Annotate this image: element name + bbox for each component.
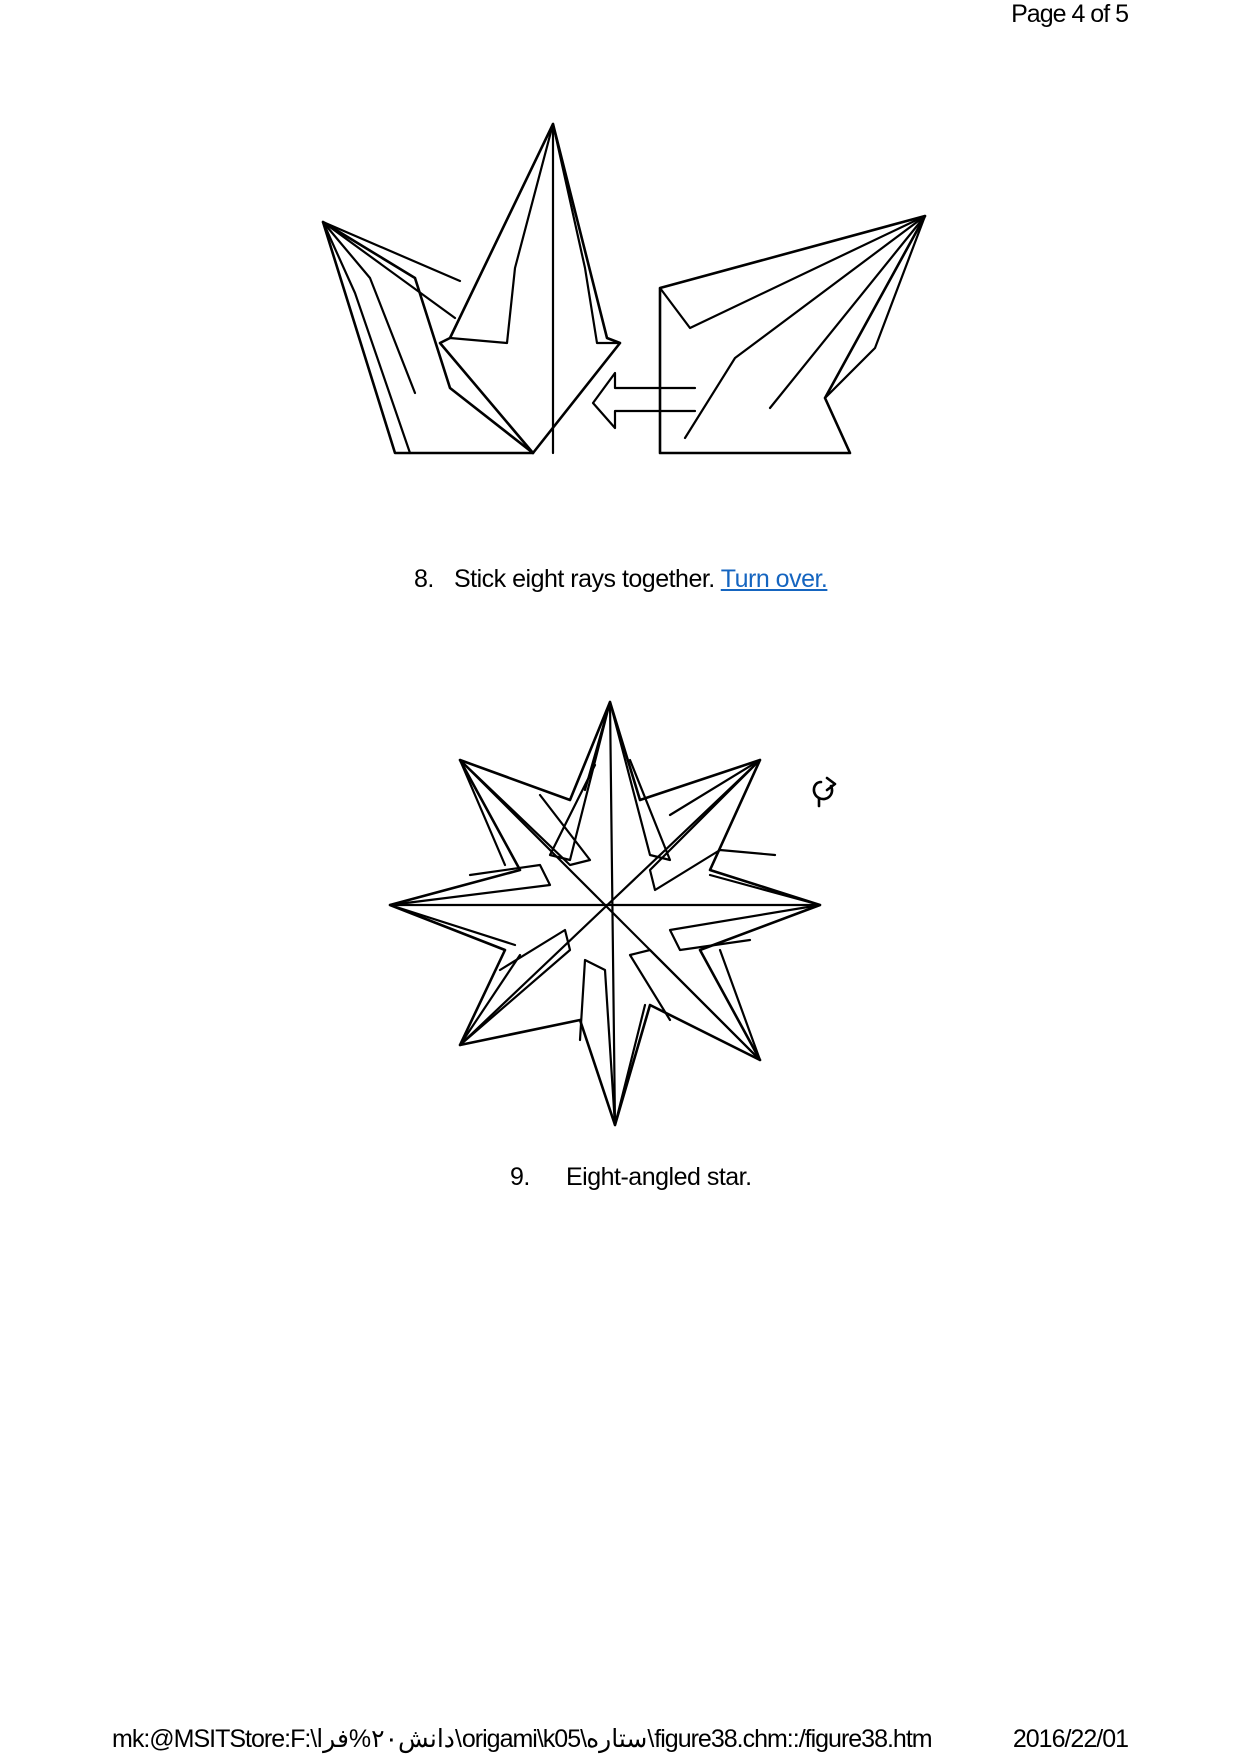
step-8-text: Stick eight rays together. xyxy=(454,565,721,593)
footer-date: 2016/22/01 xyxy=(1012,1725,1128,1753)
step-9-text: Eight-angled star. xyxy=(566,1163,752,1191)
step-9-number: 9. xyxy=(510,1163,530,1191)
turn-over-link[interactable]: Turn over. xyxy=(720,565,828,593)
step-8-number: 8. xyxy=(414,565,434,593)
footer-source-path: mk:@MSITStore:F:\دانش۲۰%فرا\origami\k05\ستاره\figure38.chm::/figure38.htm xyxy=(112,1725,932,1753)
eight-angled-star-diagram xyxy=(380,690,860,1130)
page-number: Page 4 of 5 xyxy=(1011,0,1128,28)
step-9-caption xyxy=(510,1163,752,1192)
rays-assembly-diagram xyxy=(315,118,935,468)
step-8-caption xyxy=(414,565,827,594)
